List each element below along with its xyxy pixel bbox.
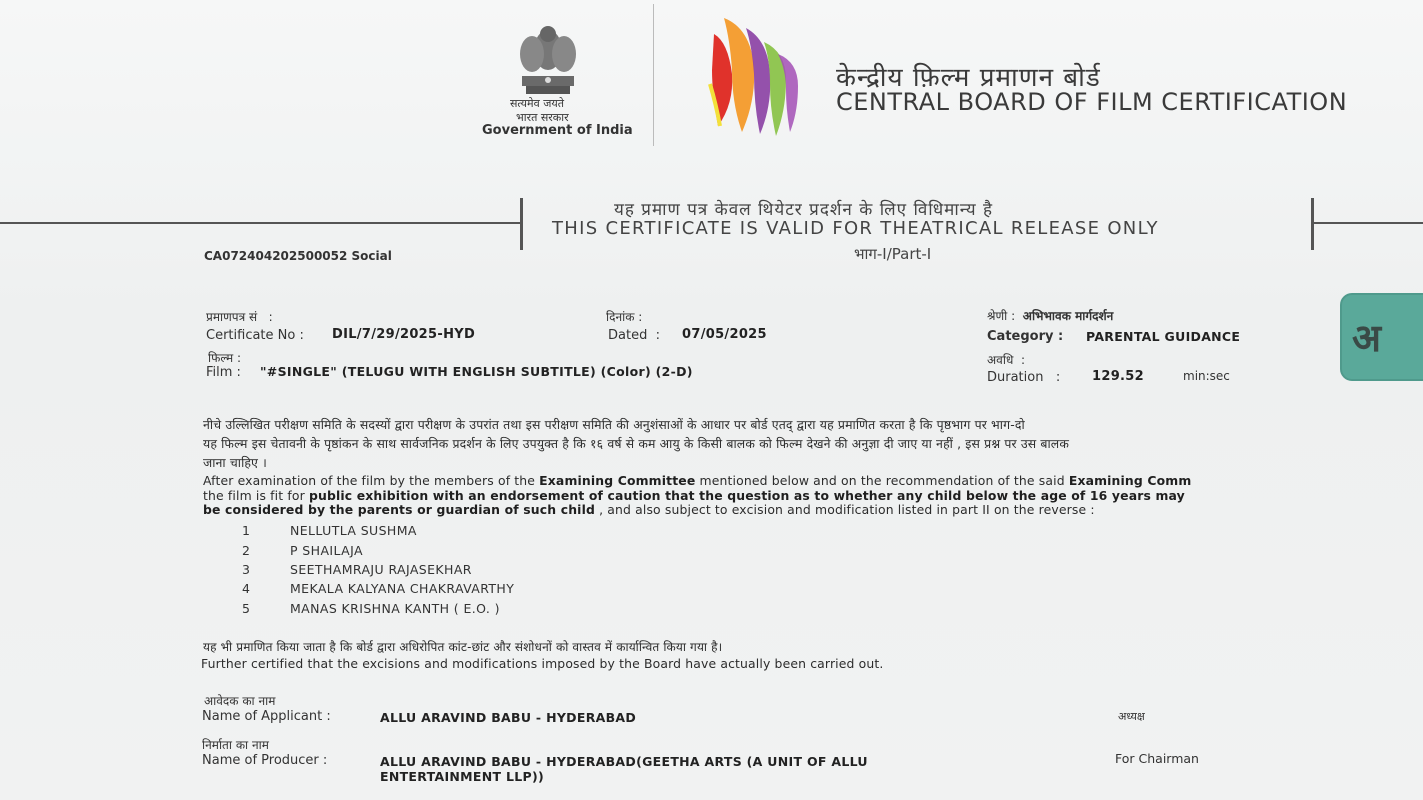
board-name-english: CENTRAL BOARD OF FILM CERTIFICATION [836,88,1348,116]
banner-tick-left [520,198,523,250]
english-paragraph-line-2: the film is fit for public exhibition with an endorsement of caution that the question as to whether any child below the age of 16 years may [203,488,1185,503]
member-name: MANAS KRISHNA KANTH ( E.O. ) [290,601,500,616]
applicant-label: Name of Applicant : [202,709,331,724]
category-label-hindi: श्रेणी : अभिभावक मार्गदर्शन [987,309,1114,323]
member-name: NELLUTLA SUSHMA [290,523,417,538]
government-of-india-label: Government of India [482,123,633,138]
validity-text-english: THIS CERTIFICATE IS VALID FOR THEATRICAL RELEASE ONLY [552,218,1159,239]
duration-unit: min:sec [1183,369,1230,383]
chairman-label-hindi: अध्यक्ष [1118,710,1145,723]
date-label-hindi: दिनांक : [606,310,643,324]
member-number: 4 [242,581,250,596]
further-certified-english: Further certified that the excisions and modifications imposed by the Board have actually been carried out. [201,656,884,671]
english-paragraph-line-3: be considered by the parents or guardian of such child , and also subject to excision and modification listed in part II on the reverse : [203,502,1095,517]
for-chairman-label: For Chairman [1115,751,1199,766]
hindi-paragraph-line-1: नीचे उल्लिखित परीक्षण समिति के सदस्यों द्वारा परीक्षण के उपरांत तथा इस परीक्षण समिति की अनुशंसाओं के आधार पर बोर्ड एतद् द्वारा यह प्रमाणित करता है कि पृष्ठभाग पर भाग-दो [203,417,1025,432]
banner-rule-right [1313,222,1423,224]
banner-rule-left [0,222,522,224]
film-label: Film : [206,365,241,380]
date-label: Dated : [608,328,660,343]
member-number: 1 [242,523,250,538]
hindi-paragraph-line-3: जाना चाहिए । [203,455,267,470]
date-value: 07/05/2025 [682,327,767,342]
duration-label-hindi: अवधि : [987,353,1026,367]
applicant-label-hindi: आवेदक का नाम [204,694,276,708]
certificate-number-label: Certificate No : [206,328,304,343]
reference-code: CA072404202500052 Social [204,249,392,263]
cbfc-logo-icon [706,14,822,138]
ashoka-emblem-icon [508,18,588,98]
duration-label: Duration : [987,370,1061,385]
rating-badge [1340,293,1423,381]
banner-tick-right [1311,198,1314,250]
category-label: Category : [987,329,1064,344]
producer-label: Name of Producer : [202,753,328,768]
validity-text-hindi: यह प्रमाण पत्र केवल थियेटर प्रदर्शन के लिए विधिमान्य है [614,200,994,220]
film-title-value: "#SINGLE" (TELUGU WITH ENGLISH SUBTITLE) (Color) (2-D) [260,364,693,379]
member-name: P SHAILAJA [290,543,363,558]
producer-value-line-1: ALLU ARAVIND BABU - HYDERABAD(GEETHA ARTS (A UNIT OF ALLU [380,754,868,769]
duration-value: 129.52 [1092,369,1144,384]
certificate-number-value: DIL/7/29/2025-HYD [332,327,476,342]
member-name: SEETHAMRAJU RAJASEKHAR [290,562,472,577]
member-name: MEKALA KALYANA CHAKRAVARTHY [290,581,515,596]
category-value: PARENTAL GUIDANCE [1086,329,1241,344]
part-label: भाग-I/Part-I [854,245,932,263]
applicant-value: ALLU ARAVIND BABU - HYDERABAD [380,710,637,725]
certificate-number-label-hindi: प्रमाणपत्र सं : [206,310,273,324]
member-number: 5 [242,601,250,616]
member-number: 3 [242,562,250,577]
emblem-motto: सत्यमेव जयते [510,97,565,110]
member-number: 2 [242,543,250,558]
rating-badge-text: अ [1352,316,1382,360]
emblem-hindi-label: भारत सरकार [516,111,569,124]
producer-value-line-2: ENTERTAINMENT LLP)) [380,769,545,784]
film-label-hindi: फिल्म : [208,351,242,365]
header-divider [653,4,654,146]
english-paragraph-line-1: After examination of the film by the members of the Examining Committee mentioned below and on the recommendation of the said Examining Comm [203,473,1192,488]
board-name-hindi: केन्द्रीय फ़िल्म प्रमाणन बोर्ड [836,63,1101,93]
further-certified-hindi: यह भी प्रमाणित किया जाता है कि बोर्ड द्वारा अधिरोपित कांट-छांट और संशोधनों को वास्तव में कार्यान्वित किया गया है। [203,640,723,654]
hindi-paragraph-line-2: यह फिल्म इस चेतावनी के पृष्ठांकन के साथ सार्वजनिक प्रदर्शन के लिए उपयुक्त है कि १६ वर्ष से कम आयु के किसी बालक को फिल्म देखने की अनुज्ञा दी जाए या नहीं , इस प्रश्न पर उस बालक [203,436,1070,451]
producer-label-hindi: निर्माता का नाम [202,738,269,752]
